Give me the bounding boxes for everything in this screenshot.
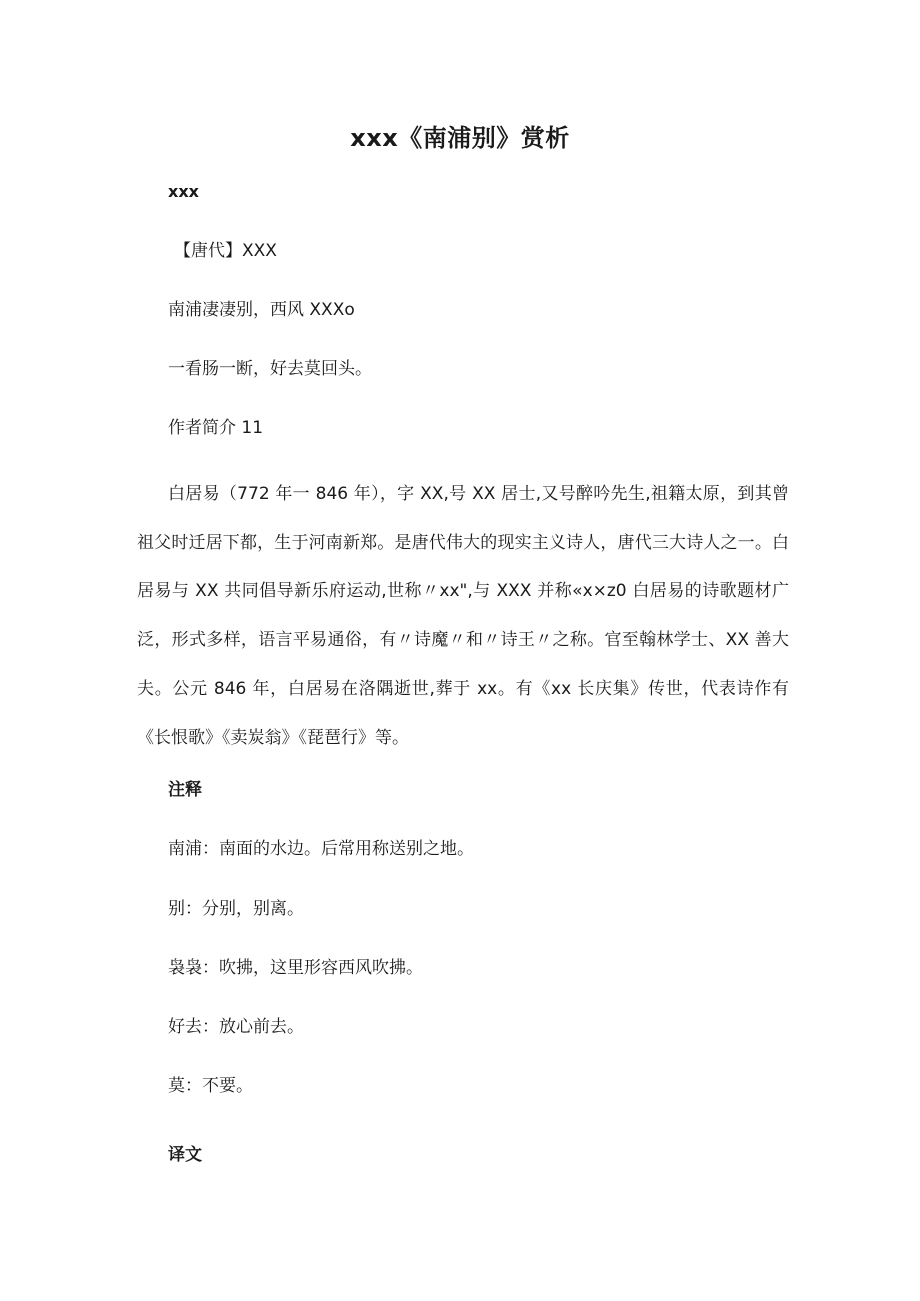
author-heading: 作者简介 11 [168, 418, 264, 438]
subtitle: xxx [168, 182, 199, 201]
note-item: 别：分别，别离。 [168, 899, 304, 919]
note-item: 南浦：南面的水边。后常用称送别之地。 [168, 839, 474, 859]
poem-line-2: 一看肠一断，好去莫回头。 [168, 359, 372, 379]
note-item: 好去：放心前去。 [168, 1017, 304, 1037]
author-bio-paragraph: 白居易（772 年一 846 年），字 XX,号 XX 居士,又号醉吟先生,祖籍太原，到其曾祖父时迁居下都，生于河南新郑。是唐代伟大的现实主义诗人，唐代三大诗人之一。白居易与 XX 共同倡导新乐府运动,世称〃xx",与 XXX 并称«x×z0 白居易的诗歌题材广泛，形式多样，语言平易通俗，有〃诗魔〃和〃诗王〃之称。官至翰林学士、XX 善大夫。公元 846 年，白居易在洛隅逝世,葬于 xx。有《xx 长庆集》传世，代表诗作有《长恨歌》《卖炭翁》《琵琶行》等。 [137, 484, 789, 748]
dynasty-author: 【唐代】XXX [174, 241, 277, 261]
note-item: 袅袅：吹拂，这里形容西风吹拂。 [168, 958, 423, 978]
notes-heading: 注释 [168, 780, 202, 800]
note-item: 莫：不要。 [168, 1076, 253, 1096]
translation-heading: 译文 [168, 1145, 202, 1165]
poem-line-1: 南浦凄凄别，西风 XXXo [168, 300, 355, 320]
document-title: xxx《南浦别》赏析 [350, 124, 570, 152]
